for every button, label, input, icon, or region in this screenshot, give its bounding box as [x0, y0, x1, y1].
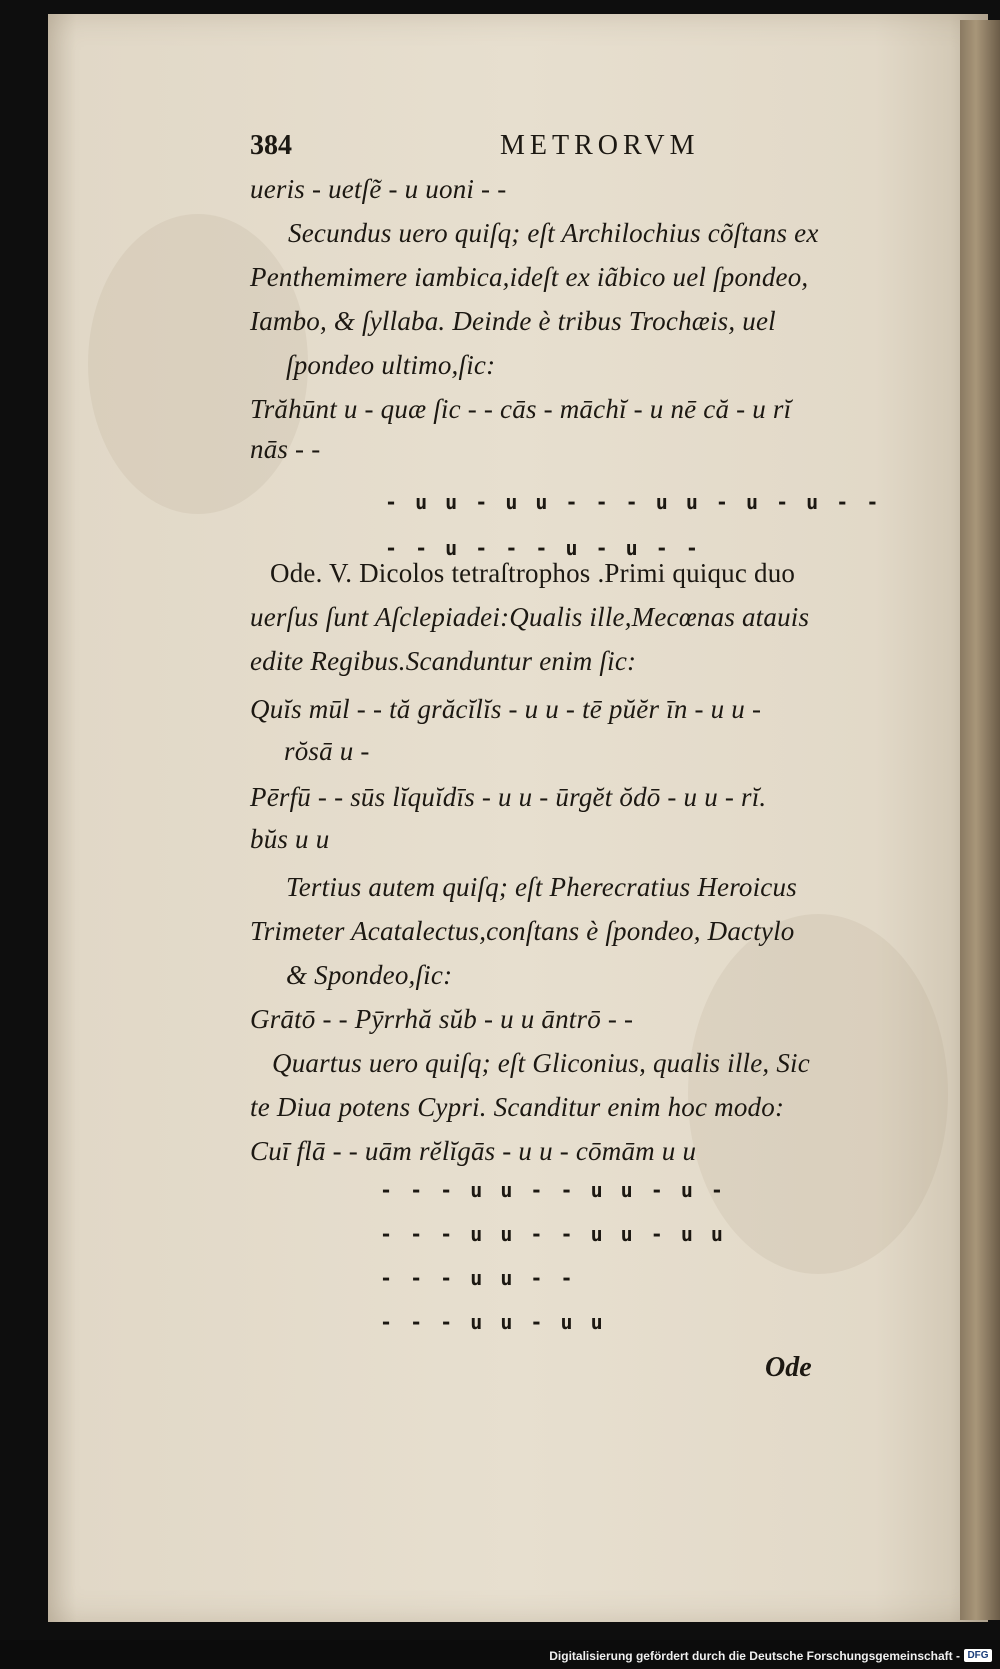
text-line: Grātō - - Pȳrrhă sŭb - u u āntrō - -	[250, 1004, 634, 1034]
text-line: Cuī flā - - uām rĕlĭgās - u u - cōmām u u	[250, 1136, 697, 1166]
text-line: Secundus uero quiſq; eſt Archilochius cõſtans ex	[288, 218, 819, 248]
text-line: Quĭs mūl - - tă grăcĭlĭs - u u - tē pŭĕr īn - u u -	[250, 694, 762, 724]
scansion-scheme: - - u - - - u - u - -	[385, 536, 701, 560]
paper-stain	[88, 214, 308, 514]
text-line: ueris - uetſẽ - u uoni - -	[250, 174, 507, 204]
text-line: Ode. V. Dicolos tetraſtrophos .Primi quiquc duo	[270, 558, 796, 588]
text-line: te Diua potens Cypri. Scanditur enim hoc modo:	[250, 1092, 785, 1122]
scansion-scheme: - u u - u u - - - u u - u - u - -	[385, 490, 882, 514]
catchword: Ode	[765, 1352, 812, 1383]
footer-bar	[0, 1640, 1000, 1669]
text-line: & Spondeo,ſic:	[286, 960, 453, 990]
text-line: Trimeter Acatalectus,conſtans è ſpondeo, Dactylo	[250, 916, 795, 946]
dfg-logo-icon: DFG	[964, 1649, 992, 1662]
text-line: edite Regibus.Scanduntur enim ſic:	[250, 646, 637, 676]
text-line: uerſus ſunt Aſclepiadei:Qualis ille,Mecœnas atauis	[250, 602, 810, 632]
text-line: Iambo, & ſyllaba. Deinde è tribus Trochæis, uel	[250, 306, 776, 336]
page-number: 384	[250, 130, 292, 161]
scansion-scheme: - - - u u - - u u - u -	[380, 1178, 726, 1202]
text-line: Tertius autem quiſq; eſt Pherecratius Heroicus	[286, 872, 797, 902]
text-line: Trăhūnt u - quæ ſic - - cās - māchĭ - u nē că - u rĭ	[250, 394, 792, 424]
text-line: ſpondeo ultimo,ſic:	[286, 350, 496, 380]
book-page	[48, 14, 988, 1622]
scansion-scheme: - - - u u - - u u - u u	[380, 1222, 726, 1246]
text-line: Penthemimere iambica,ideſt ex iãbico uel ſpondeo,	[250, 262, 809, 292]
text-line: rŏsā u -	[284, 736, 370, 766]
text-line: nās - -	[250, 434, 321, 464]
text-line: bŭs u u	[250, 824, 330, 854]
funding-credit: Digitalisierung gefördert durch die Deutsche Forschungsgemeinschaft -	[549, 1649, 960, 1663]
facing-page-edge	[960, 20, 1000, 1620]
scansion-scheme: - - - u u - u u	[380, 1310, 606, 1334]
text-line: Quartus uero quiſq; eſt Gliconius, qualis ille, Sic	[272, 1048, 810, 1078]
text-line: Pērfū - - sūs lĭquĭdīs - u u - ūrgĕt ŏdō - u u - rĭ.	[250, 782, 767, 812]
scansion-scheme: - - - u u - -	[380, 1266, 576, 1290]
running-title: METRORVM	[500, 130, 700, 161]
